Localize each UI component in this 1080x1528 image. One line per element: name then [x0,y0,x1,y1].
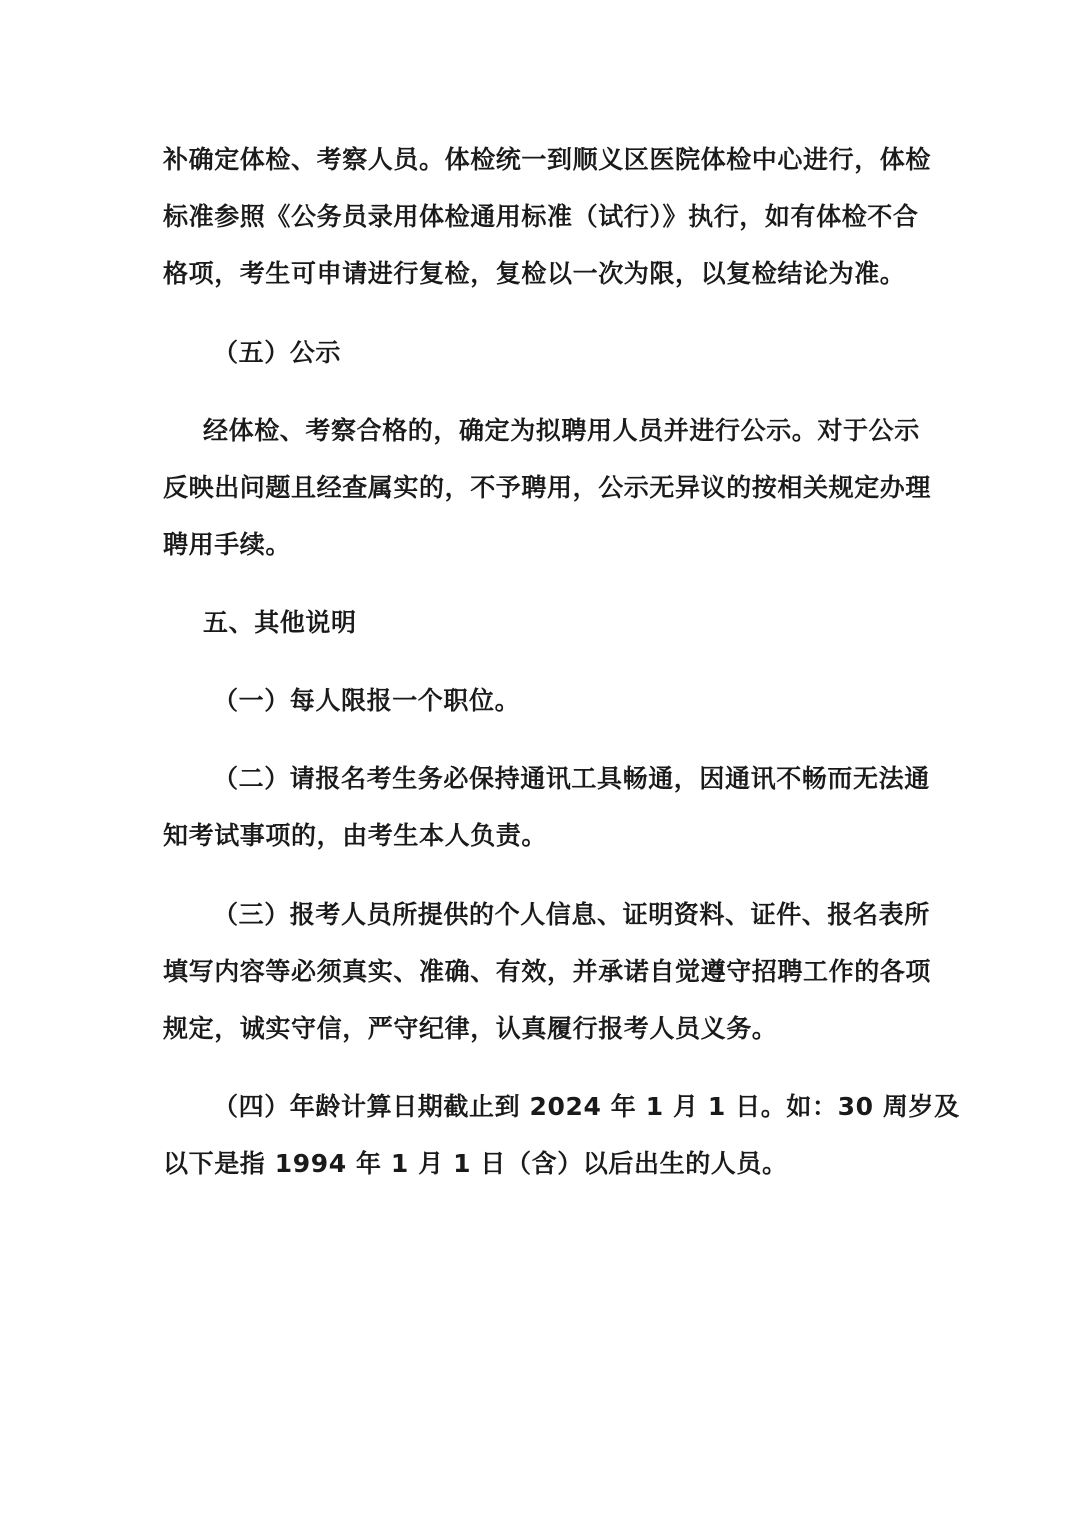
paragraph-line: 以下是指 1994 年 1 月 1 日（含）以后出生的人员。 [163,1149,788,1178]
paragraph-line: 标准参照《公务员录用体检通用标准（试行）》执行，如有体检不合 [163,202,919,231]
paragraph-line: 反映出问题且经查属实的，不予聘用，公示无异议的按相关规定办理 [163,473,932,502]
paragraph-line: 规定，诚实守信，严守纪律，认真履行报考人员义务。 [163,1014,778,1043]
list-item: （二）请报名考生务必保持通讯工具畅通，因通讯不畅而无法通 [213,764,930,793]
section-heading: （五）公示 [213,338,342,367]
section-heading: 五、其他说明 [203,608,357,637]
paragraph-line: 聘用手续。 [163,530,292,559]
list-item: （一）每人限报一个职位。 [213,686,521,715]
paragraph-line: 经体检、考察合格的，确定为拟聘用人员并进行公示。对于公示 [203,416,920,445]
list-item: （四）年龄计算日期截止到 2024 年 1 月 1 日。如：30 周岁及 [213,1092,960,1121]
paragraph-line: 格项，考生可申请进行复检，复检以一次为限，以复检结论为准。 [163,259,906,288]
paragraph-line: 补确定体检、考察人员。体检统一到顺义区医院体检中心进行，体检 [163,145,932,174]
paragraph-line: 填写内容等必须真实、准确、有效，并承诺自觉遵守招聘工作的各项 [163,957,932,986]
paragraph-line: 知考试事项的，由考生本人负责。 [163,821,548,850]
list-item: （三）报考人员所提供的个人信息、证明资料、证件、报名表所 [213,900,930,929]
